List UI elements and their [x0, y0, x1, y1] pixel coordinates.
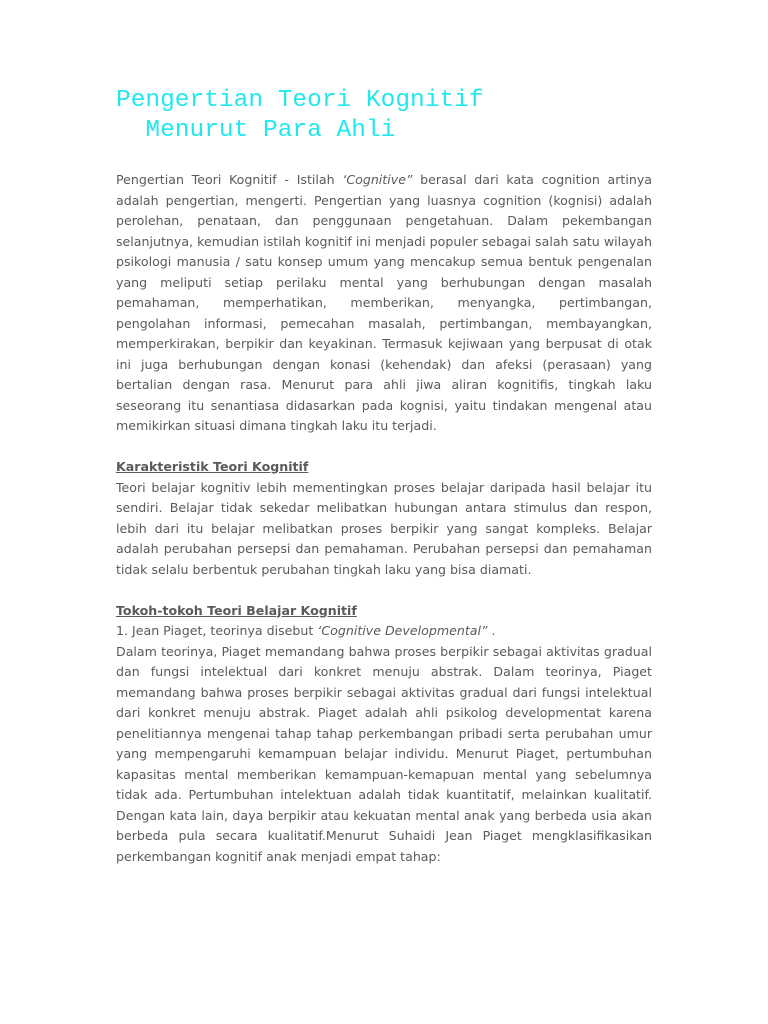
section1-heading: Karakteristik Teori Kognitif: [116, 459, 309, 474]
item-term: ‘Cognitive Developmental”: [317, 623, 488, 638]
intro-body: berasal dari kata cognition artinya adalah pengertian, mengerti. Pengertian yang luasnya cognition (kognisi) adalah perolehan, penataan, dan penggunaan pengetahuan. Dalam pekembangan selanjutnya, kemudian istilah kognitif ini menjadi populer sebagai salah satu wilayah psikologi manusia / satu konsep umum yang mencakup semua bentuk pengenalan yang meliputi setiap perilaku mental yang berhubungan dengan masalah pemahaman, memperhatikan, memberikan, menyangka, pertimbangan, pengolahan informasi, pemecahan masalah, pertimbangan, membayangkan, memperkirakan, berpikir dan keyakinan. Termasuk kejiwaan yang berpusat di otak ini juga berhubungan dengan konasi (kehendak) dan afeksi (perasaan) yang bertalian dengan rasa. Menurut para ahli jiwa aliran kognitifis, tingkah laku seseorang itu senantiasa didasarkan pada kognisi, yaitu tindakan mengenal atau memikirkan situasi dimana tingkah laku itu terjadi.: [116, 172, 652, 433]
title-line-2: Menurut Para Ahli: [116, 117, 396, 144]
section1-paragraph: Teori belajar kognitiv lebih mementingkan proses belajar daripada hasil belajar itu sendiri. Belajar tidak sekedar melibatkan hubungan antara stimulus dan respon, lebih dari itu belajar melibatkan proses berpikir yang sangat kompleks. Belajar adalah perubahan persepsi dan pemahaman. Perubahan persepsi dan pemahaman tidak selalu berbentuk perubahan tingkah laku yang bisa diamati.: [116, 479, 652, 577]
item-tail: .: [487, 623, 496, 638]
section-heading-tokoh: [116, 601, 652, 622]
article-body: [116, 170, 652, 867]
list-item-piaget: [116, 621, 652, 642]
intro-paragraph: [116, 170, 652, 437]
intro-lead: Pengertian Teori Kognitif - Istilah: [116, 172, 343, 187]
page-title: [116, 86, 676, 146]
section2-heading: Tokoh-tokoh Teori Belajar Kognitif: [116, 602, 357, 618]
title-line-1: Pengertian Teori Kognitif: [116, 87, 484, 114]
item-lead: 1. Jean Piaget, teorinya disebut: [116, 623, 318, 638]
section-heading-karakteristik: [116, 457, 652, 478]
intro-term: ‘Cognitive”: [342, 172, 413, 187]
section2-paragraph: Dalam teorinya, Piaget memandang bahwa proses berpikir sebagai aktivitas gradual dan fungsi intelektual dari konkret menuju abstrak. Dalam teorinya, Piaget memandang bahwa proses berpikir sebagai aktivitas gradual dari fungsi intelektual dari konkret menuju abstrak. Piaget adalah ahli psikolog developmentat karena penelitiannya mengenai tahap tahap perkembangan pribadi serta perubahan umur yang mempengaruhi kemampuan belajar individu. Menurut Piaget, pertumbuhan kapasitas mental memberikan kemampuan-kemapuan mental yang sebelumnya tidak ada. Pertumbuhan intelektuan adalah tidak kuantitatif, melainkan kualitatif. Dengan kata lain, daya berpikir atau kekuatan mental anak yang berbeda usia akan berbeda pula secara kualitatif.Menurut Suhaidi Jean Piaget mengklasifikasikan perkembangan kognitif anak menjadi empat tahap:: [116, 643, 652, 864]
